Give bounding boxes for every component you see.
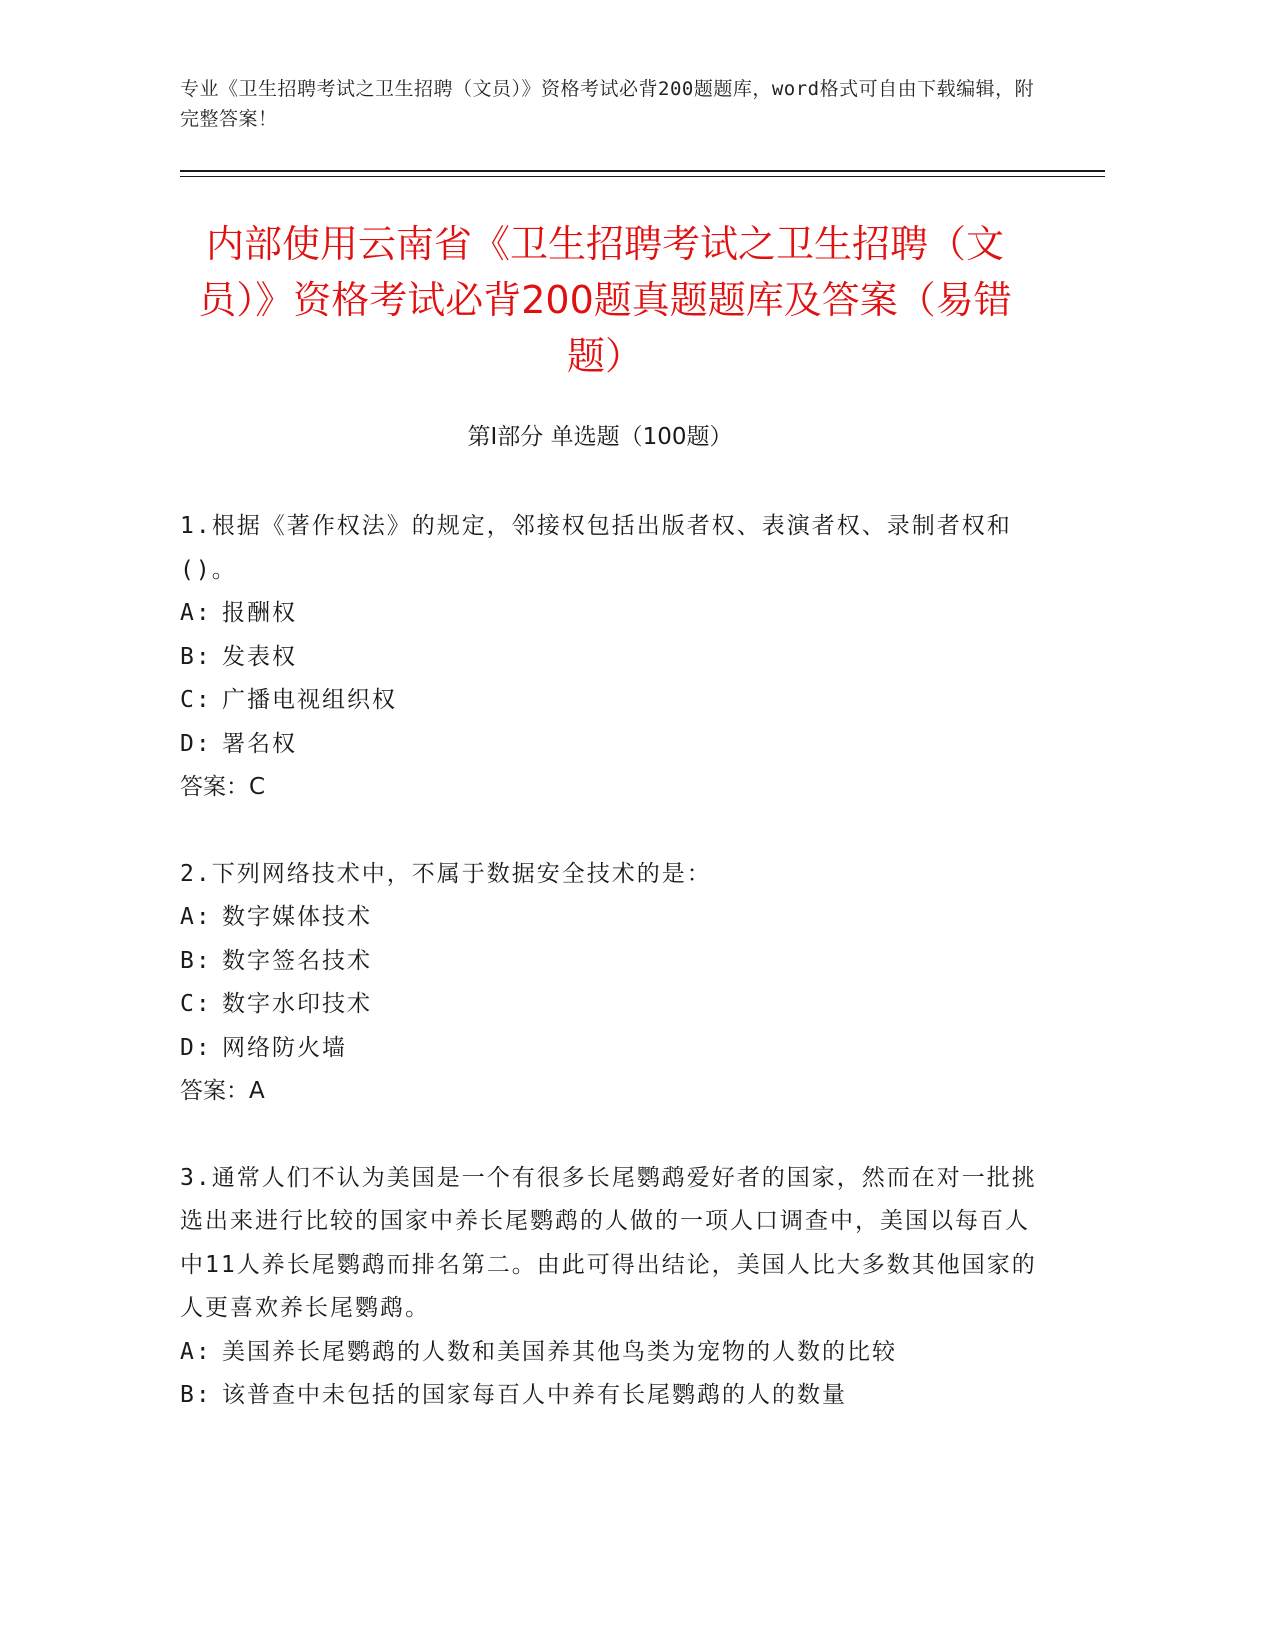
option-text: 网络防火墙 [222, 1034, 347, 1061]
option-letter: C: [180, 687, 212, 713]
question-1 [180, 505, 1040, 810]
question-list [180, 505, 1040, 1461]
option-text: 该普查中未包括的国家每百人中养有长尾鹦鹉的人的数量 [222, 1382, 847, 1408]
option-b [180, 636, 1040, 680]
option-letter: D: [180, 730, 212, 757]
option-b [180, 940, 1040, 984]
document-title: 内部使用云南省《卫生招聘考试之卫生招聘（文员）》资格考试必背200题真题题库及答案（易错题） [198, 222, 1012, 378]
option-letter: B: [180, 643, 212, 670]
option-d [180, 1027, 1040, 1071]
header-rule-thick [180, 170, 1105, 172]
option-letter: B: [180, 947, 212, 974]
option-a [180, 896, 1040, 940]
question-answer: 答案：A [180, 1078, 265, 1104]
question-3 [180, 1157, 1040, 1418]
option-letter: A: [180, 904, 212, 930]
option-text: 数字媒体技术 [222, 904, 372, 930]
option-d [180, 723, 1040, 767]
option-letter: D: [180, 1034, 212, 1061]
section-heading: 第Ⅰ部分 单选题（100题） [467, 424, 733, 450]
question-stem: 1.根据《著作权法》的规定，邻接权包括出版者权、表演者权、录制者权和()。 [180, 513, 1012, 583]
header-note: 专业《卫生招聘考试之卫生招聘（文员）》资格考试必背200题题库，word格式可自由下载编辑，附完整答案！ [180, 78, 1035, 130]
option-text: 发表权 [222, 643, 297, 670]
question-stem: 3.通常人们不认为美国是一个有很多长尾鹦鹉爱好者的国家，然而在对一批挑选出来进行比较的国家中养长尾鹦鹉的人做的一项人口调查中，美国以每百人中11人养长尾鹦鹉而排名第二。由此可得出结论，美国人比大多数其他国家的人更喜欢养长尾鹦鹉。 [180, 1164, 1037, 1321]
option-b [180, 1374, 1040, 1418]
option-letter: C: [180, 991, 212, 1017]
question-2 [180, 853, 1040, 1114]
option-text: 数字水印技术 [222, 991, 372, 1017]
option-text: 数字签名技术 [222, 947, 372, 974]
header-rule-thin [180, 176, 1105, 177]
option-text: 报酬权 [222, 600, 297, 626]
option-text: 美国养长尾鹦鹉的人数和美国养其他鸟类为宠物的人数的比较 [222, 1338, 897, 1365]
option-a [180, 592, 1040, 636]
option-text: 署名权 [222, 730, 297, 757]
option-letter: A: [180, 1338, 212, 1365]
option-text: 广播电视组织权 [222, 687, 397, 713]
option-a [180, 1331, 1040, 1375]
option-letter: B: [180, 1382, 212, 1408]
question-stem: 2.下列网络技术中，不属于数据安全技术的是： [180, 860, 712, 887]
option-c [180, 679, 1040, 723]
option-c [180, 983, 1040, 1027]
option-letter: A: [180, 600, 212, 626]
question-answer: 答案：C [180, 774, 266, 800]
